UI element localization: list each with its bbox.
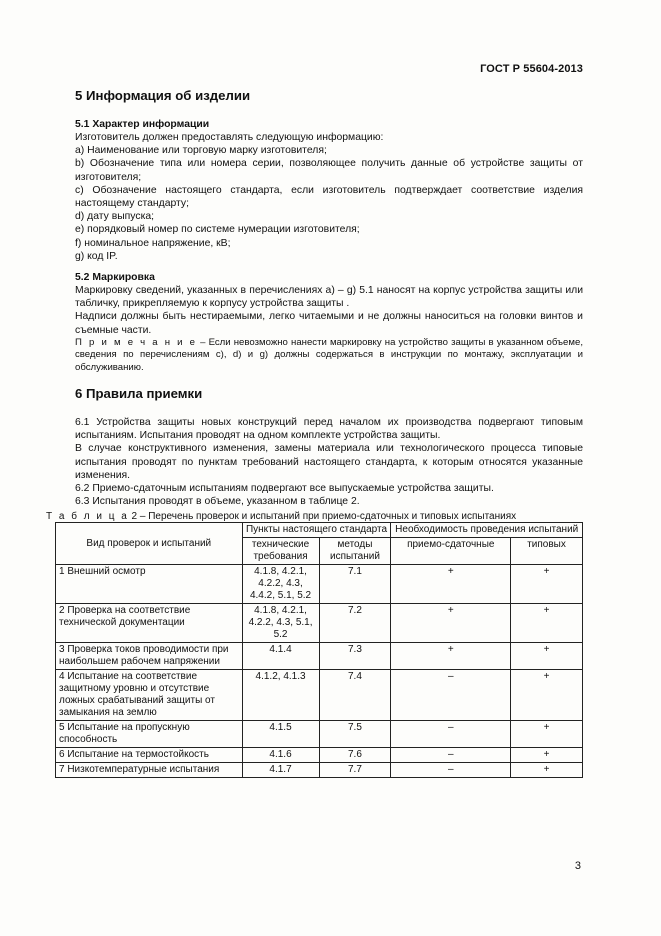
list-item-e: е) порядковый номер по системе нумерации изготовителя; xyxy=(75,224,360,236)
cell-method: 7.7 xyxy=(319,763,391,778)
cell-method: 7.3 xyxy=(319,643,391,670)
list-item-f: f) номинальное напряжение, кВ; xyxy=(75,237,231,249)
list-item-d: d) дату выпуска; xyxy=(75,211,155,223)
cell-name: 2 Проверка на соответствие технической документации xyxy=(56,604,243,643)
table-row xyxy=(56,670,583,721)
header-typical: типовых xyxy=(511,538,583,565)
subsection-5-1-title: 5.1 Характер информации xyxy=(75,119,210,130)
table-row xyxy=(56,748,583,763)
cell-req: 4.1.5 xyxy=(242,721,319,748)
table-row xyxy=(56,643,583,670)
list-item-a: а) Наименование или торговую марку изготовителя; xyxy=(75,145,327,157)
header-technical-requirements: технические требования xyxy=(242,538,319,565)
cell-method: 7.2 xyxy=(319,604,391,643)
cell-method: 7.5 xyxy=(319,721,391,748)
table-row xyxy=(56,721,583,748)
cell-accept: + xyxy=(391,565,511,604)
cell-name: 6 Испытание на термостойкость xyxy=(56,748,243,763)
cell-accept: + xyxy=(391,643,511,670)
table-row xyxy=(56,763,583,778)
cell-accept: – xyxy=(391,721,511,748)
cell-name: 4 Испытание на соответствие защитному уровню и отсутствие ложных срабатываний защиты от замыкания на землю xyxy=(56,670,243,721)
subsection-5-2-title: 5.2 Маркировка xyxy=(75,272,155,284)
page-number: 3 xyxy=(574,860,581,872)
cell-typical: + xyxy=(511,721,583,748)
cell-req: 4.1.6 xyxy=(242,748,319,763)
cell-typical: + xyxy=(511,604,583,643)
cell-typical: + xyxy=(511,670,583,721)
note-text: – Если невозможно нанести маркировку на устройство защиты в указанном объеме, сведения по перечислениям c), d) и g) должны содержаться в инструкции по монтажу, эксплуатации и обслуживанию. xyxy=(75,336,583,373)
header-test-necessity: Необходимость проведения испытаний xyxy=(391,523,583,538)
cell-name: 1 Внешний осмотр xyxy=(56,565,243,604)
header-acceptance: приемо-сдаточные xyxy=(391,538,511,565)
cell-name: 7 Низкотемпературные испытания xyxy=(56,763,243,778)
section-6-title: 6 Правила приемки xyxy=(75,386,203,402)
cell-req: 4.1.4 xyxy=(242,643,319,670)
standard-code: ГОСТ Р 55604-2013 xyxy=(480,63,583,75)
cell-method: 7.6 xyxy=(319,748,391,763)
table-row xyxy=(56,565,583,604)
header-test-methods: методы испытаний xyxy=(319,538,391,565)
paragraph: 6.1 Устройства защиты новых конструкций перед началом их производства подвергают типовым испытаниям. Испытания проводят на одном комплекте устройства защиты. xyxy=(75,417,583,442)
list-item-g: g) код IP. xyxy=(75,250,118,262)
cell-typical: + xyxy=(511,643,583,670)
table-caption-label: Т а б л и ц а xyxy=(46,511,129,522)
paragraph: 6.2 Приемо-сдаточным испытаниям подвергают все выпускаемые устройства защиты. xyxy=(75,483,494,495)
note xyxy=(75,337,583,374)
paragraph: Маркировку сведений, указанных в перечислениях а) – g) 5.1 наносят на корпус устройства защиты или табличку, прикрепляемую к корпусу устройства защиты . xyxy=(75,285,583,310)
table-row xyxy=(56,604,583,643)
cell-method: 7.1 xyxy=(319,565,391,604)
cell-name: 5 Испытание на пропускную способность xyxy=(56,721,243,748)
paragraph: Изготовитель должен предоставлять следующую информацию: xyxy=(75,132,384,143)
tests-table xyxy=(55,522,583,778)
header-standard-points: Пункты настоящего стандарта xyxy=(242,523,391,538)
cell-typical: + xyxy=(511,748,583,763)
cell-accept: – xyxy=(391,670,511,721)
note-label: П р и м е ч а н и е xyxy=(75,336,197,348)
cell-method: 7.4 xyxy=(319,670,391,721)
cell-req: 4.1.2, 4.1.3 xyxy=(242,670,319,721)
cell-accept: – xyxy=(391,763,511,778)
cell-name: 3 Проверка токов проводимости при наибольшем рабочем напряжении xyxy=(56,643,243,670)
cell-accept: – xyxy=(391,748,511,763)
paragraph: В случае конструктивного изменения, замены материала или технологического процесса типовые испытания проводят по пунктам требований настоящего стандарта, к которым относятся указанные изменения. xyxy=(75,443,583,481)
table-caption-text: 2 – Перечень проверок и испытаний при приемо-сдаточных и типовых испытаниях xyxy=(128,511,517,522)
paragraph: 6.3 Испытания проводят в объеме, указанном в таблице 2. xyxy=(75,496,360,508)
list-item-c: c) Обозначение настоящего стандарта, если изготовитель подтверждает соответствие изделия настоящему стандарту; xyxy=(75,184,583,210)
cell-accept: + xyxy=(391,604,511,643)
section-5-title: 5 Информация об изделии xyxy=(75,88,251,103)
list-item-b: b) Обозначение типа или номера серии, позволяющее получить данные об устройстве защиты от изготовителя; xyxy=(75,158,583,183)
cell-req: 4.1.8, 4.2.1, 4.2.2, 4.3, 5.1, 5.2 xyxy=(242,604,319,643)
cell-req: 4.1.8, 4.2.1, 4.2.2, 4.3, 4.4.2, 5.1, 5.2 xyxy=(242,565,319,604)
paragraph: Надписи должны быть нестираемыми, легко читаемыми и не должны наноситься на головки винтов и съемные части. xyxy=(75,311,583,336)
cell-typical: + xyxy=(511,763,583,778)
cell-typical: + xyxy=(511,565,583,604)
main-content xyxy=(75,88,583,508)
header-test-type: Вид проверок и испытаний xyxy=(56,523,243,565)
cell-req: 4.1.7 xyxy=(242,763,319,778)
